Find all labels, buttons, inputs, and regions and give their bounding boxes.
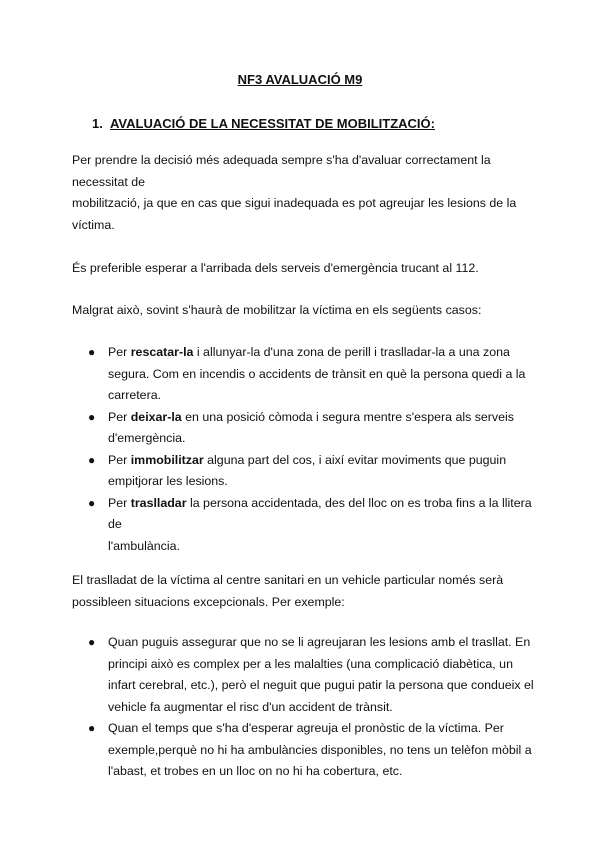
list-item [72, 450, 542, 493]
item-text: alguna part del cos, i així evitar moviments que puguin [203, 452, 507, 467]
section-number: 1. [92, 116, 103, 131]
list-item [72, 342, 542, 407]
list-item [72, 718, 542, 783]
bullet-icon: ● [88, 345, 96, 359]
item-text: en una posició còmoda i segura mentre s'espera als serveis [181, 409, 514, 424]
item-prefix: Per [108, 495, 131, 510]
item-text: carretera. [108, 388, 162, 402]
item-text: infart cerebral, etc.), però el neguit que pugui patir la persona que condueix el [108, 678, 534, 692]
cases-list [72, 342, 542, 557]
item-keyword: immobilitzar [130, 452, 204, 467]
bullet-icon: ● [88, 495, 96, 510]
section-heading [92, 116, 435, 131]
transfer-line: possibleen situacions excepcionals. Per exemple: [72, 594, 345, 609]
examples-list [72, 632, 542, 783]
intro-line: mobilització, ja que en cas que sigui inadequada es pot agreujar les lesions de la [72, 196, 517, 210]
section-heading-text: AVALUACIÓ DE LA NECESSITAT DE MOBILITZACIÓ: [110, 116, 435, 131]
item-text: empitjorar les lesions. [108, 474, 228, 488]
item-text: Quan puguis assegurar que no se li agreujaran les lesions amb el trasllat. En [108, 635, 531, 649]
item-keyword: traslladar [130, 495, 187, 510]
item-text: vehicle fa augmentar el risc d'un accident de trànsit. [108, 699, 393, 714]
item-text: la persona accidentada, des del lloc on es troba fins a la llitera [186, 495, 532, 510]
bullet-icon: ● [88, 452, 96, 467]
cases-intro-text: Malgrat això, sovint s'haurà de mobilitzar la víctima en els següents casos: [72, 303, 482, 317]
item-prefix: Per [108, 345, 131, 359]
bullet-icon: ● [88, 721, 96, 735]
item-text: Quan el temps que s'ha d'esperar agreuja el pronòstic de la víctima. Per [108, 721, 504, 735]
cases-intro-paragraph [72, 300, 542, 322]
document-title: NF3 AVALUACIÓ M9 [237, 72, 363, 87]
item-text: l'abast, et trobes en un lloc on no hi ha cobertura, etc. [108, 764, 403, 778]
item-text: d'emergència. [108, 431, 186, 445]
item-text: de [108, 517, 122, 531]
intro-line: Per prendre la decisió més adequada sempre s'ha d'avaluar correctament la [72, 153, 491, 167]
intro-paragraph [72, 150, 542, 236]
bullet-icon: ● [88, 635, 96, 649]
transfer-line: El traslladat de la víctima al centre sanitari en un vehicle particular només serà [72, 573, 504, 587]
list-item [72, 493, 542, 558]
item-text: exemple,perquè no hi ha ambulàncies disponibles, no tens un telèfon mòbil a [108, 742, 532, 757]
preference-text: És preferible esperar a l'arribada dels serveis d'emergència trucant al 112. [72, 261, 479, 275]
list-item [72, 407, 542, 450]
item-keyword: deixar-la [130, 409, 182, 424]
intro-line: víctima. [72, 217, 115, 232]
item-prefix: Per [108, 452, 131, 467]
preference-paragraph [72, 258, 542, 280]
item-text: principi això es complex per a les malalties (una complicació diabètica, un [108, 656, 513, 671]
intro-line: necessitat de [72, 174, 146, 189]
item-text: l'ambulància. [108, 538, 180, 553]
item-text: segura. Com en incendis o accidents de trànsit en què la persona quedi a la [108, 366, 526, 381]
transfer-paragraph [72, 570, 542, 613]
item-keyword: rescatar-la [130, 345, 194, 359]
item-prefix: Per [108, 409, 131, 424]
bullet-icon: ● [88, 409, 96, 424]
item-text: i allunyar-la d'una zona de perill i traslladar-la a una zona [193, 345, 510, 359]
list-item [72, 632, 542, 718]
